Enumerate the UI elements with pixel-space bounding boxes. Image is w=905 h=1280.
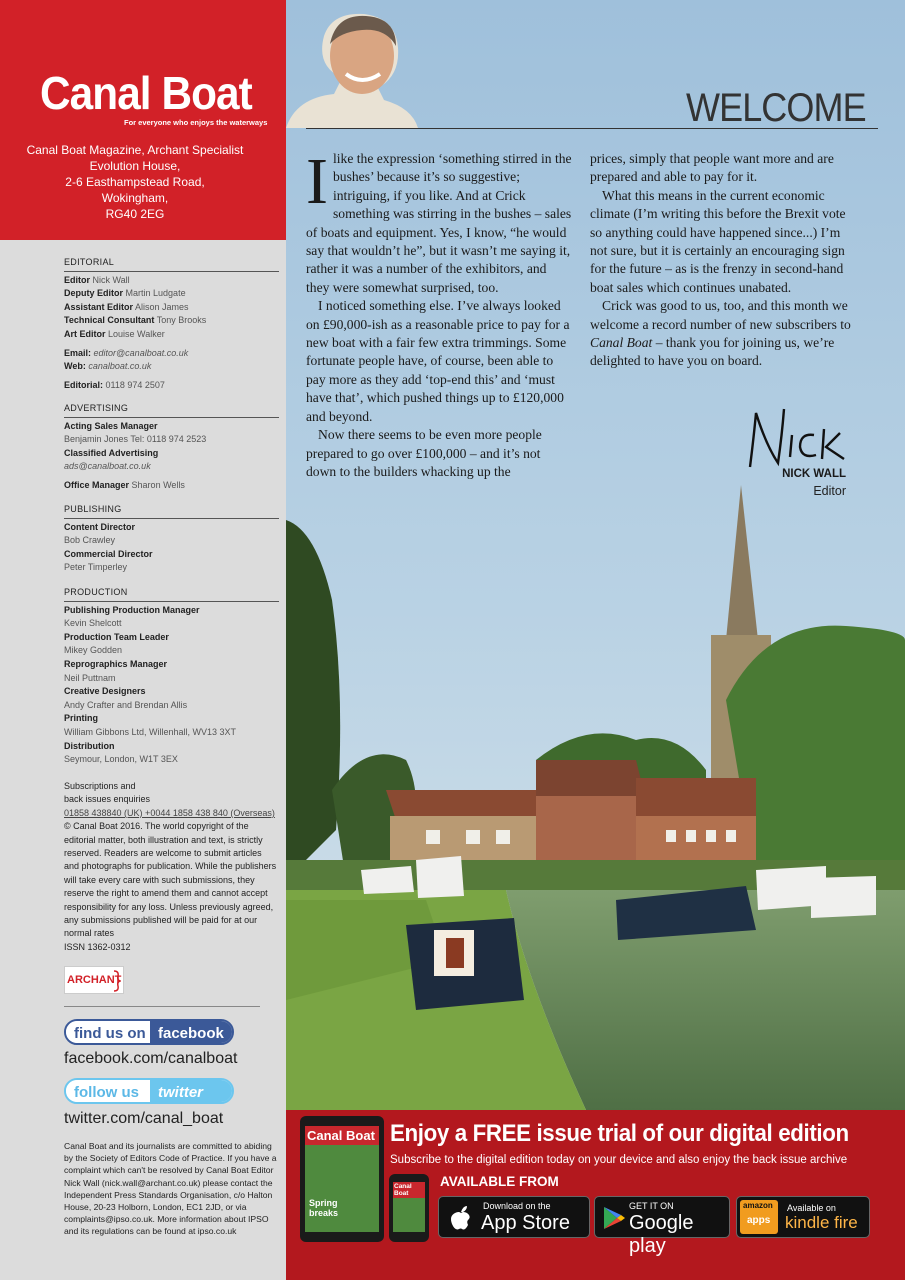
twitter-button[interactable] bbox=[64, 1078, 234, 1104]
title-rule bbox=[306, 128, 878, 129]
narrowboat bbox=[406, 918, 524, 1010]
canal-boat-logo: Canal Boat bbox=[40, 67, 252, 119]
promo-title: Enjoy a FREE issue trial of our digital edition bbox=[390, 1120, 849, 1147]
production-section bbox=[64, 586, 279, 767]
signature-name: NICK WALL bbox=[782, 468, 846, 480]
publisher-address bbox=[20, 142, 250, 222]
tablet-cover-text: Spring breaks bbox=[309, 1198, 339, 1218]
role-label: Classified Advertising bbox=[64, 447, 159, 458]
amazon-apps-badge bbox=[740, 1200, 778, 1234]
role-label: Reprographics Manager bbox=[64, 658, 168, 669]
digital-edition-promo bbox=[286, 1110, 905, 1280]
advertising-heading: ADVERTISING bbox=[64, 402, 279, 418]
facebook-find-label: find us on bbox=[66, 1021, 150, 1043]
staff-name: Seymour, London, W1T 3EX bbox=[64, 754, 178, 765]
paragraph-text: like the expression ‘something stirred in the bushes’ because it’s so suggestive; intriguing, if you like. And at Crick something was stirring in the bushes – sales of boats and equipment. Yes, I know, “he would say that wouldn’t he”, but it wasn’t me saying it, rather it was a number of the exhibitors, and they were somewhat surprised, too. bbox=[306, 151, 572, 295]
web-link[interactable]: canalboat.co.uk bbox=[88, 361, 152, 372]
phone-device-icon bbox=[389, 1174, 429, 1242]
google-play-small-label: GET IT ON bbox=[629, 1201, 674, 1211]
staff-name: Andy Crafter and Brendan Allis bbox=[64, 699, 188, 710]
facebook-brand-label: facebook bbox=[150, 1021, 232, 1043]
facebook-url[interactable]: facebook.com/canalboat bbox=[64, 1050, 238, 1067]
staff-name: Peter Timperley bbox=[64, 562, 128, 573]
tablet-masthead: Canal Boat bbox=[305, 1126, 379, 1145]
publishing-heading: PUBLISHING bbox=[64, 503, 279, 519]
role-label: Acting Sales Manager bbox=[64, 420, 158, 431]
google-play-button[interactable] bbox=[594, 1196, 730, 1257]
role-label: Office Manager bbox=[64, 479, 130, 490]
available-from-label: AVAILABLE FROM bbox=[440, 1174, 559, 1189]
staff-name: Alison James bbox=[135, 301, 189, 312]
phone-label: Editorial: bbox=[64, 379, 104, 390]
kindle-small-label: Available on bbox=[787, 1203, 836, 1213]
apps-label: apps bbox=[747, 1215, 771, 1226]
ads-email-link[interactable]: ads@canalboat.co.uk bbox=[64, 461, 151, 472]
article-paragraph: What this means in the current economic climate (I’m writing this before the Brexit vote so anything could have happened since...) I’m not sure, but it is certainly an encouraging sign for the future – as is the frenzy in second-hand boat sales which continues unabated. bbox=[590, 187, 846, 295]
role-label: Production Team Leader bbox=[64, 631, 169, 642]
phone-cover bbox=[393, 1182, 425, 1232]
paragraph-text: – thank you for joining us, we’re delighted to have you on board. bbox=[590, 335, 835, 369]
sidebar-divider bbox=[64, 1006, 260, 1007]
apple-icon bbox=[449, 1205, 473, 1231]
welcome-page bbox=[286, 0, 905, 1280]
role-label: Technical Consultant bbox=[64, 315, 155, 326]
signature-role: Editor bbox=[813, 484, 846, 498]
advertising-section bbox=[64, 402, 279, 493]
address-line: Wokingham, bbox=[101, 191, 169, 205]
email-link[interactable]: editor@canalboat.co.uk bbox=[93, 347, 189, 358]
staff-name: Nick Wall bbox=[92, 274, 130, 285]
facebook-button[interactable] bbox=[64, 1019, 234, 1045]
address-line: RG40 2EG bbox=[105, 207, 165, 221]
paragraph-text: Crick was good to us, too, and this month we welcome a record number of new subscribers to bbox=[590, 298, 851, 332]
issn: ISSN 1362-0312 bbox=[64, 941, 131, 952]
tablet-device-icon bbox=[300, 1116, 384, 1242]
article-paragraph: I noticed something else. I’ve always looked on £90,000-ish as a reasonable price to pay for a new boat with a fair few extra trimmings. Some fortunate people have, of course, been able to pay more as they add ‘top-end this’ and ‘must have that’, which pushed things up to £120,000 and beyond. bbox=[306, 298, 570, 424]
role-label: Assistant Editor bbox=[64, 301, 134, 312]
address-line: 2-6 Easthampstead Road, bbox=[65, 175, 205, 189]
staff-name: Sharon Wells bbox=[131, 479, 185, 490]
staff-name: Kevin Shelcott bbox=[64, 618, 122, 629]
kindle-fire-button[interactable] bbox=[736, 1196, 870, 1238]
article-paragraph: prices, simply that people want more and are prepared and able to pay for it. bbox=[590, 151, 834, 185]
google-play-icon bbox=[603, 1206, 625, 1230]
twitter-brand-label: twitter bbox=[150, 1080, 232, 1102]
twitter-url[interactable]: twitter.com/canal_boat bbox=[64, 1110, 224, 1127]
editor-signature bbox=[744, 405, 854, 475]
phone-masthead: Canal Boat bbox=[393, 1182, 425, 1198]
staff-name: Louise Walker bbox=[108, 328, 165, 339]
amazon-label: amazon bbox=[743, 1201, 773, 1210]
tablet-cover bbox=[305, 1126, 379, 1232]
role-label: Content Director bbox=[64, 521, 136, 532]
magazine-name: Canal Boat bbox=[590, 335, 653, 351]
role-label: Deputy Editor bbox=[64, 288, 124, 299]
promo-subtitle: Subscribe to the digital edition today on your device and also enjoy the back issue archive bbox=[390, 1154, 848, 1166]
role-label: Commercial Director bbox=[64, 548, 153, 559]
masthead-header bbox=[0, 0, 286, 240]
role-label: Art Editor bbox=[64, 328, 106, 339]
staff-name: Neil Puttnam bbox=[64, 672, 116, 683]
production-heading: PRODUCTION bbox=[64, 586, 279, 602]
phone-number: 0118 974 2507 bbox=[105, 379, 165, 390]
logo-tagline: For everyone who enjoys the waterways bbox=[124, 118, 268, 127]
kindle-large-label: kindle fire bbox=[785, 1213, 858, 1232]
drop-cap: I bbox=[306, 145, 328, 218]
google-play-large-label: Google play bbox=[629, 1212, 694, 1257]
subscriptions-section bbox=[64, 780, 279, 954]
staff-name: Benjamin Jones Tel: 0118 974 2523 bbox=[64, 434, 207, 445]
role-label: Publishing Production Manager bbox=[64, 604, 200, 615]
article-paragraph bbox=[590, 297, 857, 371]
app-store-small-label: Download on the bbox=[483, 1201, 551, 1211]
subscriptions-heading: Subscriptions and bbox=[64, 781, 136, 791]
article-paragraph: Now there seems to be even more people prepared to go over £100,000 – and it’s not down to the builders whacking up the bbox=[306, 427, 542, 479]
twitter-follow-label: follow us bbox=[66, 1080, 150, 1102]
archant-logo bbox=[64, 966, 124, 994]
role-label: Distribution bbox=[64, 740, 115, 751]
staff-name: Bob Crawley bbox=[64, 535, 116, 546]
role-label: Creative Designers bbox=[64, 686, 146, 697]
subscription-phones: 01858 438840 (UK) +0044 1858 438 840 (Overseas) bbox=[64, 807, 275, 818]
article-paragraph bbox=[306, 145, 573, 297]
masthead-sidebar bbox=[0, 0, 286, 1280]
archant-logo-text: ARCHANT bbox=[67, 974, 122, 986]
app-store-large-label: App Store bbox=[481, 1212, 570, 1234]
ipso-notice: Canal Boat and its journalists are committed to abiding by the Society of Editors Code of Practice. If you have a complaint which can't be resolved by Canal Boat Editor Nick Wall (nick.wall@archant.co.uk) please contact the Independent Press Standards Organisation, c/o Halton House, 20-23 Holborn, London, EC1 2JD, or via complaints@ipso.co.uk. More information about IPSO and its regulations can be found at ipso.co.uk bbox=[64, 1141, 277, 1237]
staff-name: Martin Ludgate bbox=[125, 288, 186, 299]
role-label: Editor bbox=[64, 274, 90, 285]
publishing-section bbox=[64, 503, 279, 575]
article-column-2 bbox=[590, 150, 857, 371]
staff-name: Tony Brooks bbox=[156, 315, 207, 326]
web-label: Web: bbox=[64, 361, 86, 372]
editorial-heading: EDITORIAL bbox=[64, 256, 279, 272]
page-title: WELCOME bbox=[686, 86, 866, 130]
article-column-1 bbox=[306, 145, 573, 481]
staff-name: William Gibbons Ltd, Willenhall, WV13 3XT bbox=[64, 726, 237, 737]
staff-name: Mikey Godden bbox=[64, 645, 123, 656]
editorial-section bbox=[64, 256, 279, 392]
archant-brace-icon bbox=[113, 970, 121, 992]
app-store-button[interactable] bbox=[438, 1196, 590, 1238]
subscriptions-heading: back issues enquiries bbox=[64, 794, 151, 805]
role-label: Printing bbox=[64, 713, 98, 724]
email-label: Email: bbox=[64, 347, 92, 358]
copyright-notice: © Canal Boat 2016. The world copyright of the editorial matter, both illustration and text, is strictly reserved. Readers are welcome to submit articles and photographs for publication. While the publishers will take every care with such submissions, they reserve the right to amend them and cannot accept responsibility for any loss. Unless previously agreed, any submissions published will be paid for at our normal rates bbox=[64, 821, 277, 939]
address-line: Evolution House, bbox=[89, 159, 181, 173]
address-line: Canal Boat Magazine, Archant Specialist bbox=[26, 143, 244, 157]
